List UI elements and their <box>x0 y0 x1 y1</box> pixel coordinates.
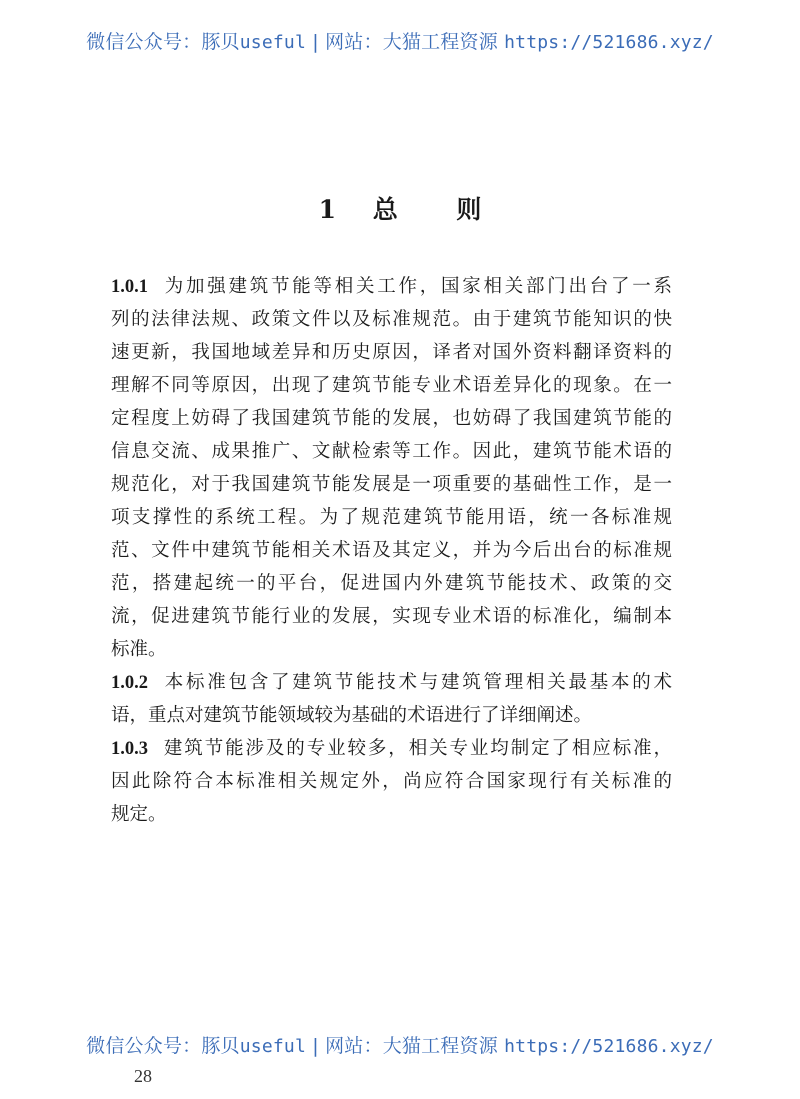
text-line <box>111 600 672 633</box>
watermark-header <box>0 27 800 54</box>
watermark-url[interactable]: https://521686.xyz/ <box>504 32 714 53</box>
text-line <box>111 435 672 468</box>
text-line <box>111 303 672 336</box>
line-text: 标准。 <box>111 639 167 660</box>
text-line <box>111 765 672 798</box>
text-line <box>111 666 672 699</box>
text-line <box>111 336 672 369</box>
watermark-site-label: 网站：大猫工程资源 <box>325 31 505 53</box>
clause <box>111 270 672 666</box>
watermark-site-label: 网站：大猫工程资源 <box>325 1035 505 1057</box>
line-text: 规范化，对于我国建筑节能发展是一项重要的基础性工作，是一 <box>111 474 672 495</box>
text-line <box>111 369 672 402</box>
chapter-title <box>0 190 800 226</box>
line-text: 本标准包含了建筑节能技术与建筑管理相关最基本的术 <box>162 672 672 693</box>
text-line <box>111 633 672 666</box>
chapter-number: 1 <box>318 195 336 224</box>
text-line <box>111 534 672 567</box>
line-text: 列的法律法规、政策文件以及标准规范。由于建筑节能知识的快 <box>111 309 672 330</box>
text-line <box>111 270 672 303</box>
clause <box>111 732 672 831</box>
page-number: 28 <box>134 1066 152 1086</box>
watermark-account: useful <box>239 1036 306 1057</box>
clause-number: 1.0.2 <box>111 673 148 693</box>
line-text: 规定。 <box>111 804 167 825</box>
text-line <box>111 567 672 600</box>
line-text: 为加强建筑节能等相关工作，国家相关部门出台了一系 <box>162 276 672 297</box>
watermark-prefix: 微信公众号：豚贝 <box>86 31 240 53</box>
line-text: 建筑节能涉及的专业较多，相关专业均制定了相应标准， <box>162 738 672 759</box>
chapter-title-char-1: 总 <box>372 195 398 224</box>
line-text: 理解不同等原因，出现了建筑节能专业术语差异化的现象。在一 <box>111 375 672 396</box>
line-text: 因此除符合本标准相关规定外，尚应符合国家现行有关标准的 <box>111 771 672 792</box>
text-line <box>111 798 672 831</box>
watermark-separator: | <box>306 1035 326 1057</box>
line-text: 范、文件中建筑节能相关术语及其定义，并为今后出台的标准规 <box>111 540 672 561</box>
line-text: 速更新，我国地域差异和历史原因，译者对国外资料翻译资料的 <box>111 342 672 363</box>
watermark-url[interactable]: https://521686.xyz/ <box>504 1036 714 1057</box>
line-text: 信息交流、成果推广、文献检索等工作。因此，建筑节能术语的 <box>111 441 672 462</box>
text-line <box>111 468 672 501</box>
line-text: 范，搭建起统一的平台，促进国内外建筑节能技术、政策的交 <box>111 573 672 594</box>
watermark-account: useful <box>239 32 306 53</box>
line-text: 语，重点对建筑节能领域较为基础的术语进行了详细阐述。 <box>111 705 593 726</box>
clause-number: 1.0.3 <box>111 739 148 759</box>
line-text: 项支撑性的系统工程。为了规范建筑节能用语，统一各标准规 <box>111 507 672 528</box>
line-text: 流，促进建筑节能行业的发展，实现专业术语的标准化，编制本 <box>111 606 672 627</box>
text-line <box>111 699 672 732</box>
clause-number: 1.0.1 <box>111 277 148 297</box>
document-body <box>111 270 672 831</box>
watermark-footer <box>0 1031 800 1058</box>
text-line <box>111 501 672 534</box>
watermark-separator: | <box>306 31 326 53</box>
chapter-title-char-2: 则 <box>456 195 482 224</box>
text-line <box>111 732 672 765</box>
line-text: 定程度上妨碍了我国建筑节能的发展，也妨碍了我国建筑节能的 <box>111 408 672 429</box>
watermark-prefix: 微信公众号：豚贝 <box>86 1035 240 1057</box>
clause <box>111 666 672 732</box>
text-line <box>111 402 672 435</box>
